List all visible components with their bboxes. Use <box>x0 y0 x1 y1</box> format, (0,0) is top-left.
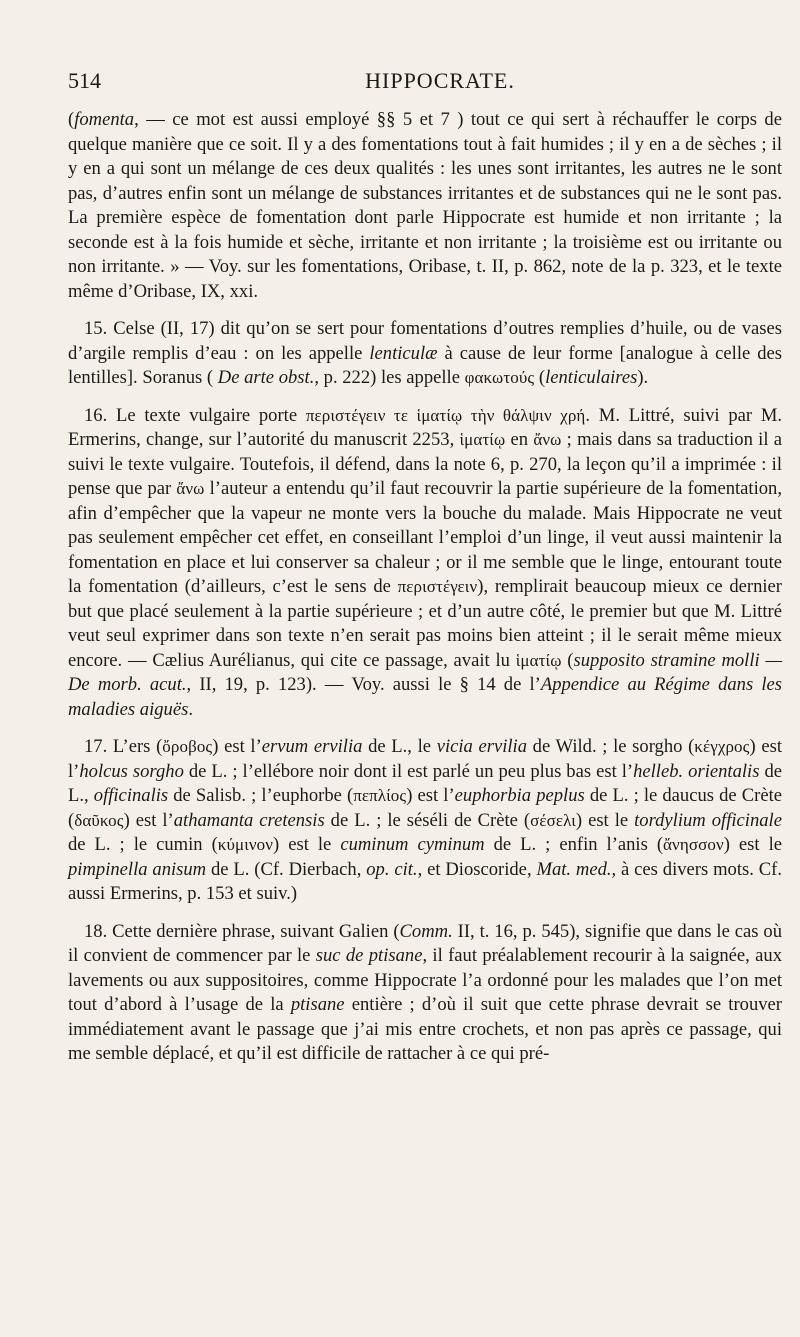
greek-text: ὄροβος <box>162 737 213 756</box>
text-run: ) est le <box>723 834 782 855</box>
text-run: , — ce mot est aussi employé §§ 5 et 7 ) tout ce qui sert à réchauffer le corps de quelque manière que ce soit. Il y a des fomentations tout à fait humides ; il y en a de sèches ; il y en a qui sont un mélange de ces deux qualités : les unes sont irritantes, les autres ne le sont pas, d’autres enfin sont un mélange de substances irritantes et de substances qui ne le sont pas. La première espèce de fomentation dont parle Hippocrate est humide et non irritante ; la seconde est à la fois humide et sèche, irritante et non irritante ; la troisième est ou irritante ou non irritante. » — Voy. sur les fomentations, Oribase, t. II, p. 862, note de la p. 323, et le texte même d’Oribase, IX, xxi. <box>68 109 782 302</box>
text-run: ), remplirait beaucoup mieux ce dernier but que placé seulement à la partie supérieure ; et d’un autre côté, le premier but que M. Littré veut seul exprimer dans son texte n’en serait pas moins bien atteint ; il le serait même mieux encore. — Cælius Aurélianus, qui cite ce passage, avait lu <box>68 576 782 671</box>
text-run: à cause de leur forme [analogue à celle des lentilles]. Soranus ( <box>68 342 782 388</box>
text-run: 17. L’ers ( <box>84 736 163 757</box>
italic-text: suc de ptisane <box>315 945 423 966</box>
italic-text: athamanta cretensis <box>173 809 325 831</box>
italic-text: op. cit. <box>366 858 418 880</box>
footnote-15 <box>68 317 782 391</box>
italic-text: holcus sorgho <box>79 760 184 782</box>
text-run: , p. 222) les appelle <box>314 367 465 388</box>
text-run: . M. Littré, suivi par M. Ermerins, change, sur l’autorité du manuscrit 2253, <box>68 404 782 450</box>
italic-text: lenticulaires <box>545 367 638 388</box>
text-run: de L. ; enfin l’anis ( <box>484 834 664 855</box>
italic-text: Appendice au Régime dans les maladies aiguës <box>68 674 782 720</box>
greek-text: κύμινον <box>217 835 274 854</box>
text-run: II, t. 16, p. 545), signifie que dans le cas où il convient de commencer par le <box>68 920 782 966</box>
italic-text: officinalis <box>93 785 169 806</box>
italic-text: ptisane <box>290 994 345 1015</box>
greek-text: πεπλίος <box>353 786 407 805</box>
greek-text: περιστέγειν τε ἱματίῳ τὴν θάλψιν χρή <box>305 405 586 425</box>
running-title: HIPPOCRATE. <box>365 68 515 93</box>
footnote-17 <box>68 735 782 907</box>
text-run: , II, 19, p. 123). — Voy. aussi le § 14 de l’ <box>186 674 541 695</box>
page-header <box>68 68 782 108</box>
italic-text: cuminum cyminum <box>340 834 485 855</box>
text-run: de L. ; l’ellébore noir dont il est parlé un peu plus bas est l’ <box>183 760 634 782</box>
text-run: ) est l’ <box>68 736 782 782</box>
text-run: ( <box>561 649 574 671</box>
text-run: de L. (Cf. Dierbach, <box>206 858 367 880</box>
text-run: en <box>505 429 534 450</box>
greek-text: κέγχρος <box>694 737 750 756</box>
text-run: ) est l’ <box>406 785 455 806</box>
italic-text: euphorbia peplus <box>454 785 585 806</box>
text-run: l’auteur a entendu qu’il faut recouvrir la partie supérieure de la fomentation, afin d’empêcher que la vapeur ne monte vers la bouche du malade. Mais Hippocrate ne veut pas seulement empêcher cet effet, en conseillant l’emploi d’un linge, il veut aussi maintenir la fomentation en place et lui conserver sa chaleur ; or il me semble que le linge, entourant toute la fomentation (d’ailleurs, c’est le sens de <box>68 478 782 597</box>
page <box>68 68 782 1067</box>
greek-text: ἄνω <box>533 430 562 449</box>
italic-text: helleb. orientalis <box>633 760 760 782</box>
text-run: , à ces divers mots. Cf. aussi Ermerins, p. 153 et suiv.) <box>68 858 782 904</box>
greek-text: φακωτούς <box>464 368 535 387</box>
text-run: ) est l’ <box>212 736 262 757</box>
greek-text: ἱματίῳ <box>459 430 506 449</box>
text-run: . <box>188 698 193 720</box>
text-run: ) est l’ <box>123 809 174 831</box>
text-run: 18. Cette dernière phrase, suivant Galien ( <box>84 920 400 942</box>
italic-text: pimpinella anisum <box>68 858 207 880</box>
greek-text: περιστέγειν <box>397 577 478 596</box>
text-run: entière ; d’où il suit que cette phrase devrait se trouver immédiatement avant le passage que j’ai mis entre crochets, et non pas après ce passage, qui me semble déplacé, et qu’il est difficile de rattacher à ce qui pré- <box>68 994 782 1064</box>
italic-text: Comm. <box>399 920 453 942</box>
greek-text: σέσελι <box>530 810 576 830</box>
greek-text: ἄνω <box>176 479 205 498</box>
text-run: de L., <box>68 760 782 806</box>
greek-text: δαῦκος <box>74 810 124 830</box>
text-run: de L., le <box>362 736 437 757</box>
continued-paragraph <box>68 108 782 304</box>
greek-text: ἄνησσον <box>663 835 724 854</box>
text-run: 15. Celse (II, 17) dit qu’on se sert pour fomentations d’outres remplies d’huile, ou de vases d’argile remplis d’eau : on les appelle <box>68 318 782 364</box>
text-run: , il faut préalablement recourir à la saignée, aux lavements ou aux suppositoires, comme Hippocrate l’a ordonné pour les malades que l’on met tout d’abord à l’usage de la <box>68 945 783 1015</box>
text-run: de L. ; le cumin ( <box>68 834 218 855</box>
text-run: ) est le <box>575 809 635 831</box>
italic-text: fomenta <box>74 109 135 130</box>
text-run: ). <box>637 367 649 388</box>
text-run: de L. ; le daucus de Crète ( <box>68 785 782 831</box>
italic-text: ervum ervilia <box>261 736 363 757</box>
footnote-18 <box>68 920 782 1067</box>
text-run: de L. ; le séséli de Crète ( <box>324 809 531 831</box>
text-run: ( <box>534 367 546 388</box>
italic-text: De arte obst. <box>217 367 315 388</box>
text-run: ) est le <box>273 834 341 855</box>
page-number: 514 <box>68 68 101 93</box>
italic-text: lenticulæ <box>369 342 438 364</box>
text-run: 16. Le texte vulgaire porte <box>84 404 306 426</box>
italic-text: vicia ervilia <box>436 736 528 757</box>
italic-text: supposito stramine molli — De morb. acut. <box>68 649 782 695</box>
text-run: , et Dioscoride, <box>417 858 537 880</box>
text-run: de Wild. ; le sorgho ( <box>527 736 695 757</box>
text-run: de Salisb. ; l’euphorbe ( <box>168 785 354 806</box>
italic-text: Mat. med. <box>536 858 612 880</box>
italic-text: tordylium officinale <box>634 809 782 831</box>
footnote-16 <box>68 404 782 723</box>
text-run: ( <box>68 109 75 130</box>
body-text <box>68 108 782 1067</box>
text-run: ; mais dans sa traduction il a suivi le texte vulgaire. Toutefois, il défend, dans la note 6, p. 270, la leçon qu’il a imprimée : il pense que par <box>68 429 782 499</box>
greek-text: ἱματίῳ <box>515 650 562 670</box>
